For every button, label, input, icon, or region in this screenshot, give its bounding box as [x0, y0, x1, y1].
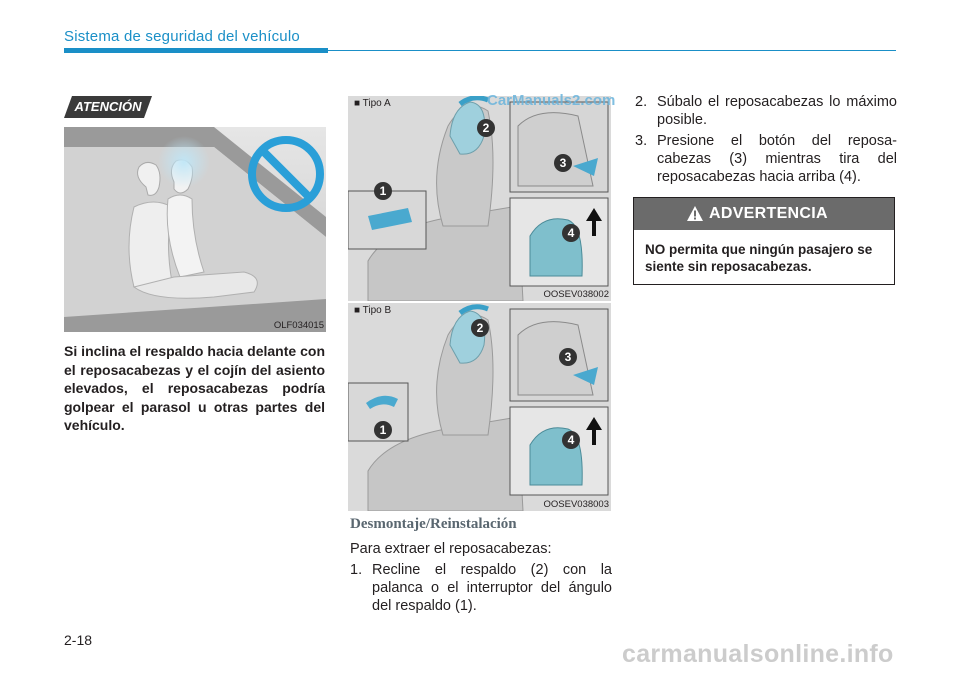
- figure-type-a: [348, 96, 611, 301]
- page-number: 2-18: [64, 632, 93, 648]
- caution-label: [64, 96, 152, 118]
- removal-title: Desmontaje/Reinstalación: [350, 516, 517, 532]
- warning-triangle-icon: [687, 206, 703, 221]
- callout-4: 4: [562, 431, 580, 449]
- header-rule-thin: [328, 50, 896, 51]
- seat-headrest-sunvisor-drawing: [64, 127, 326, 332]
- callout-3: 3: [559, 348, 577, 366]
- caution-text: Si inclina el respaldo hacia delante con el reposacabezas y el cojín del asiento elevados, el reposacabezas podría golpear el parasol u otras partes del vehículo.: [64, 343, 325, 433]
- step-number: 3.: [635, 133, 648, 149]
- caution-label-text: ATENCIÓN: [74, 99, 142, 114]
- callout-1: 1: [374, 421, 392, 439]
- removal-intro: Para extraer el reposacabezas:: [350, 541, 552, 557]
- step-text: Recline el respaldo (2) con la palanca o el interruptor del ángulo del respaldo (1).: [372, 562, 612, 614]
- callout-1: 1: [374, 182, 392, 200]
- figure-type-b: [348, 303, 611, 511]
- watermark-top: CarManuals2.com: [487, 92, 616, 109]
- caution-illustration: [64, 127, 326, 332]
- callout-4: 4: [562, 224, 580, 242]
- step-number: 1.: [350, 562, 363, 578]
- step-text: Súbalo el reposacabezas lo máximo posible.: [657, 94, 897, 128]
- warning-header: [634, 198, 894, 230]
- caution-image-code: OLF034015: [273, 320, 324, 331]
- callout-2: 2: [477, 119, 495, 137]
- step-text: Presione el botón del reposa-cabezas (3) mientras tira del reposacabezas hacia arriba (4).: [657, 133, 897, 185]
- callout-3: 3: [554, 154, 572, 172]
- header-rule-thick: [64, 48, 328, 53]
- warning-title: ADVERTENCIA: [709, 205, 828, 222]
- step-number: 2.: [635, 94, 648, 110]
- warning-text: NO permita que ningún pasajero se siente sin reposacabezas.: [645, 242, 873, 274]
- figure-type-b-label: ■ Tipo B: [354, 305, 392, 316]
- section-title: Sistema de seguridad del vehículo: [64, 28, 300, 45]
- figure-type-b-code: OOSEV038003: [543, 499, 609, 510]
- figure-type-a-code: OOSEV038002: [543, 289, 609, 300]
- figure-type-a-label: ■ Tipo A: [354, 98, 391, 109]
- watermark-bottom: carmanualsonline.info: [622, 640, 894, 668]
- warning-box: [633, 197, 895, 285]
- callout-2: 2: [471, 319, 489, 337]
